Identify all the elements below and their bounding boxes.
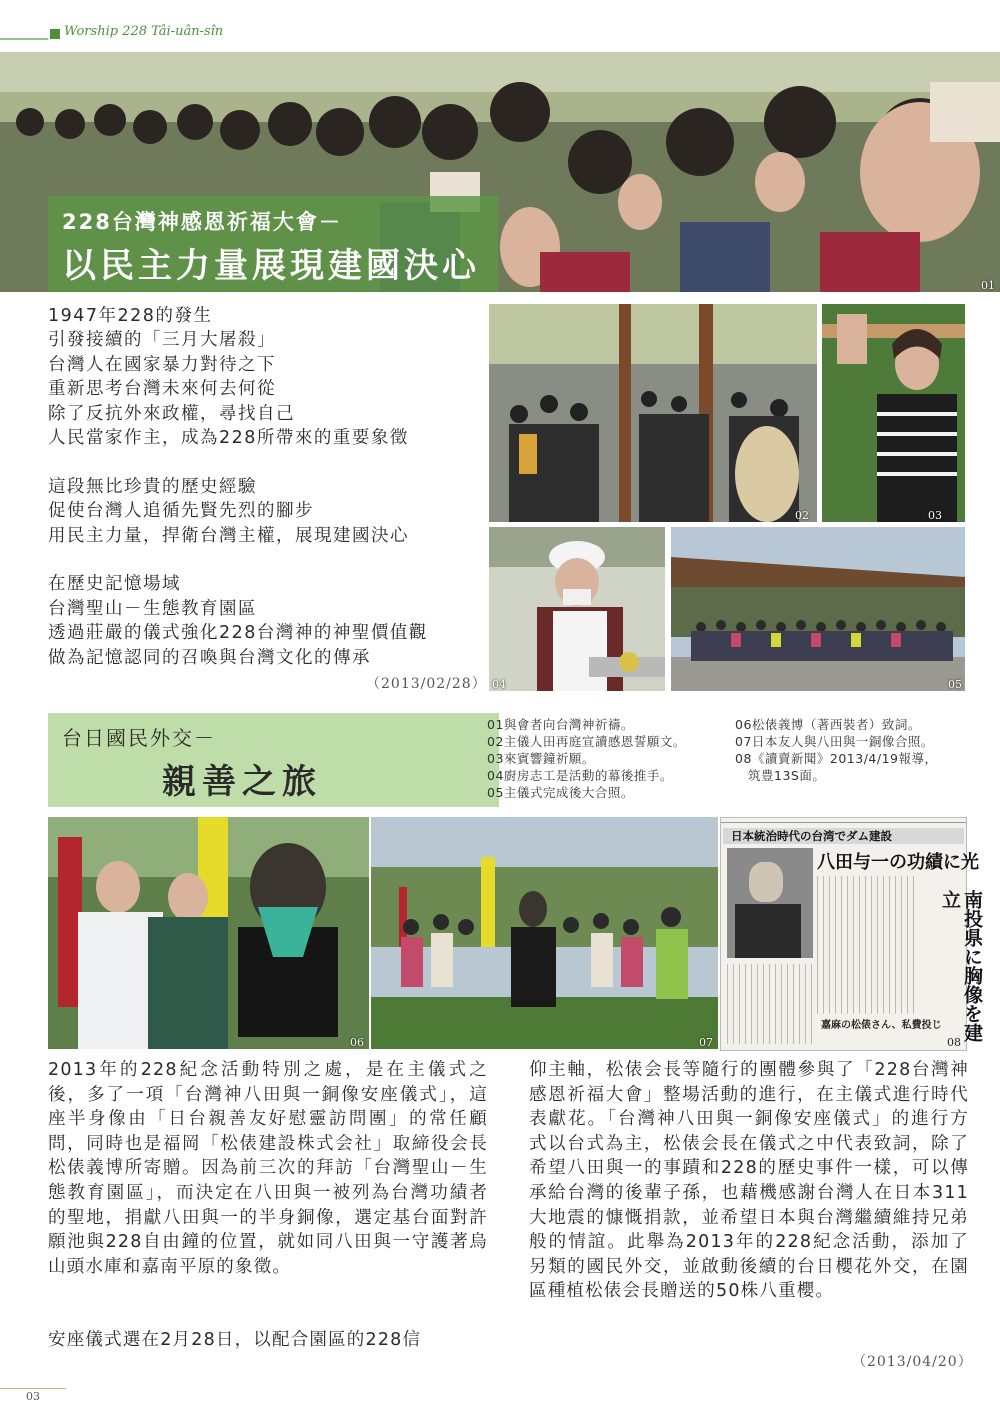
poem-line: 用民主力量，捍衛台灣主權，展現建國決心 (48, 525, 409, 546)
section2-title: 親善之旅 (162, 762, 322, 802)
hero-title: 以民主力量展現建國決心 (62, 246, 480, 286)
article-body-left: 2013年的228紀念活動特別之處，是在主儀式之後，多了一項「台灣神八田與一銅像安座儀式」，這座半身像由「日台親善友好慰靈訪問團」的常任顧問，同時也是福岡「松俵建設株式会社」取締役会長松俵義博所寄贈。因為前三次的拜訪「台灣聖山－生態教育園區」，而決定在八田與一被列為台灣功績者的聖地，捐獻八田與一的半身銅像，選定基台面對許願池與228自由鐘的位置，就如同八田與一守護著烏山頭水庫和嘉南平原的象徵。 (48, 1060, 488, 1277)
caption-08: 08《讀賣新聞》2013/4/19報導， (735, 751, 938, 766)
page-number: 03 (26, 1390, 40, 1403)
news-header: 日本統治時代の台湾でダム建設 (731, 829, 892, 843)
poem-line: 1947年228的發生 (48, 306, 213, 326)
news-rule (721, 822, 966, 823)
photo-number-04: 04 (492, 678, 506, 691)
hero-subtitle: 228台灣神感恩祈福大會－ (62, 210, 342, 234)
poem-line: 除了反抗外來政權，尋找自己 (48, 403, 295, 424)
header-square-icon (50, 29, 60, 39)
caption-06: 06松俵義博（著西裝者）致詞。 (735, 717, 921, 732)
photo-number-03: 03 (928, 509, 942, 522)
caption-04: 04廚房志工是活動的幕後推手。 (487, 768, 673, 783)
article-date: （2013/04/20） (852, 1354, 973, 1370)
news-photo (727, 848, 813, 958)
poem-line: 促使台灣人追循先賢先烈的腳步 (48, 501, 314, 522)
poem-line: 人民當家作主，成為228所帶來的重要象徵 (48, 428, 409, 449)
photo-05-group-photo (671, 527, 965, 691)
photo-number-01: 01 (981, 279, 995, 292)
photo-number-02: 02 (795, 509, 809, 522)
poem-date: （2013/02/28） (366, 676, 487, 692)
section2-subtitle: 台日國民外交－ (62, 726, 216, 750)
photo-number-05: 05 (948, 678, 962, 691)
poem-line: 引發接續的「三月大屠殺」 (48, 330, 276, 351)
caption-01: 01與會者向台灣神祈禱。 (487, 717, 634, 732)
news-headline: 八田与一の功績に光 (817, 852, 979, 873)
poem-line: 台灣人在國家暴力對待之下 (48, 354, 276, 375)
photo-04-kitchen-volunteer (489, 527, 665, 691)
news-body-text-lines (817, 876, 917, 1014)
photo-captions-right (735, 716, 938, 784)
news-vertical-headline: 南投県に胸像を建立 (939, 890, 983, 1042)
caption-07: 07日本友人與八田與一銅像合照。 (735, 734, 934, 749)
photo-number-08: 08 (947, 1036, 961, 1049)
article-body-right: 仰主軸，松俵会長等隨行的團體參與了「228台灣神感恩祈福大會」整場活動的進行，在主儀式進行時代表獻花。「台灣神八田與一銅像安座儀式」的進行方式以台式為主，松俵会長在儀式之中代表致詞，除了希望八田與一的事蹟和228的歷史事件一樣，可以傳承給台灣的後輩子孫，也藉機感謝台灣人在日本311大地震的慷慨捐款，並希望日本與台灣繼續維持兄弟般的情誼。此舉為2013年的228紀念活動，添加了另類的國民外交，並啟動後續的台日櫻花外交，在園區種植松俵会長贈送的50株八重櫻。 (529, 1060, 969, 1302)
news-body-text-lines-2 (727, 964, 813, 1044)
poem-line: 做為記憶認同的召喚與台灣文化的傳承 (48, 647, 371, 668)
caption-05: 05主儀式完成後大合照。 (487, 785, 634, 800)
poem-line: 台灣聖山－生態教育園區 (48, 598, 257, 619)
photo-06-speech-at-bust (48, 817, 369, 1049)
photo-03-bell-ringing (822, 304, 965, 522)
photo-number-07: 07 (699, 1036, 713, 1049)
photo-08-newspaper-clipping (720, 817, 983, 1051)
poem-line: 透過莊嚴的儀式強化228台灣神的神聖價值觀 (48, 623, 428, 644)
photo-number-06: 06 (350, 1036, 364, 1049)
poem-line: 在歷史記憶場域 (48, 574, 181, 595)
article-body-left-tail: 安座儀式選在2月28日，以配合園區的228信 (48, 1330, 422, 1350)
news-photo-caption: 嘉麻の松俵さん、私費投じ (821, 1020, 942, 1031)
photo-07-group-with-statue (371, 817, 718, 1049)
header-rule (0, 38, 48, 40)
poem-line: 這段無比珍貴的歷史經驗 (48, 476, 257, 497)
caption-02: 02主儀人田再庭宣讀感恩誓願文。 (487, 734, 686, 749)
intro-poem (48, 304, 488, 670)
photo-02-ceremony-pavilion (489, 304, 817, 522)
caption-03: 03來賓響鐘祈願。 (487, 751, 595, 766)
photo-captions-left (487, 716, 686, 801)
footer-rule (0, 1388, 66, 1389)
section-label: Worship 228 Tâi-uân-sîn (64, 24, 224, 39)
poem-line: 重新思考台灣未來何去何從 (48, 379, 276, 400)
caption-08-cont: 筑豊13S面。 (735, 768, 826, 783)
